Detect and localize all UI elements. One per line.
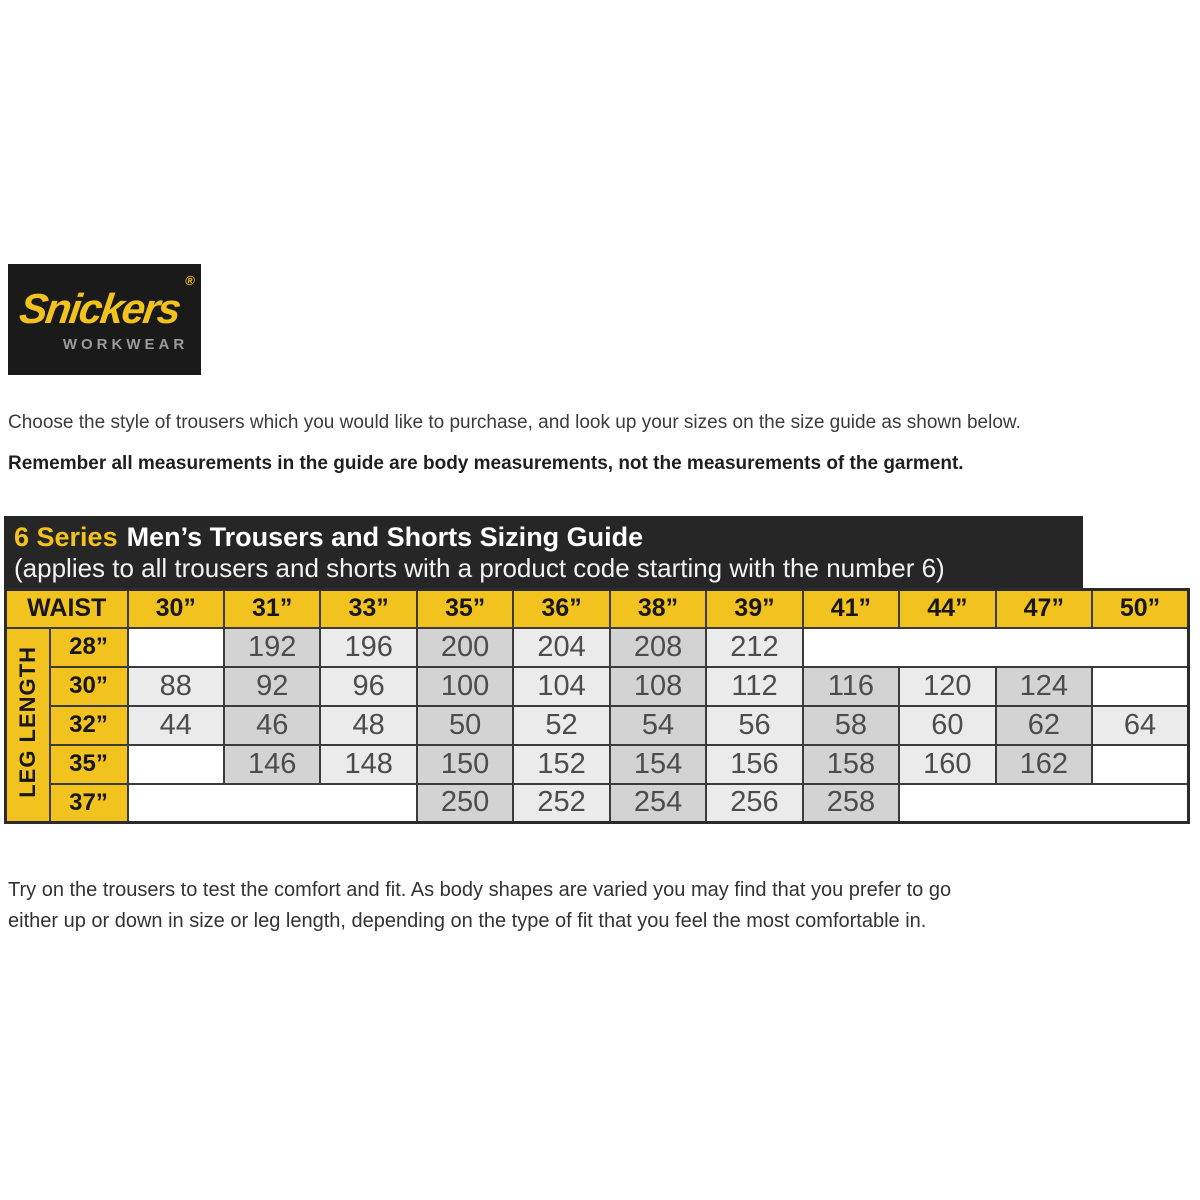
intro-line-2: Remember all measurements in the guide are body measurements, not the measurements of the garment. [8,453,964,474]
banner-series-label: 6 Series [14,522,118,552]
waist-corner-label: WAIST [6,590,128,628]
leg-length-label: 32” [50,706,128,745]
size-value-cell: 250 [417,784,513,823]
size-value-cell: 152 [513,745,609,784]
size-value-cell: 56 [706,706,802,745]
size-value-cell: 162 [996,745,1092,784]
empty-cell [128,745,224,784]
waist-size-header: 38” [610,590,706,628]
size-value-cell: 96 [320,667,416,706]
size-value-cell: 154 [610,745,706,784]
banner-subtitle: (applies to all trousers and shorts with a product code starting with the number 6) [14,553,945,583]
waist-size-header: 31” [224,590,320,628]
size-value-cell: 200 [417,628,513,667]
size-value-cell: 100 [417,667,513,706]
size-value-cell: 204 [513,628,609,667]
size-value-cell: 146 [224,745,320,784]
size-value-cell: 58 [803,706,899,745]
empty-cell [128,784,417,823]
size-value-cell: 54 [610,706,706,745]
empty-cell [1092,745,1188,784]
waist-size-header: 50” [1092,590,1188,628]
size-value-cell: 116 [803,667,899,706]
size-value-cell: 120 [899,667,995,706]
sizing-table-body [6,590,1189,823]
leg-length-axis-text: LEG LENGTH [14,646,40,799]
empty-cell [1092,667,1188,706]
size-value-cell: 252 [513,784,609,823]
size-value-cell: 156 [706,745,802,784]
waist-size-header: 33” [320,590,416,628]
leg-length-label: 28” [50,628,128,667]
size-row [6,745,1189,784]
leg-length-axis-label [6,628,50,823]
empty-cell [803,628,1189,667]
size-value-cell: 124 [996,667,1092,706]
intro-line-1: Choose the style of trousers which you would like to purchase, and look up your sizes on the size guide as shown below. [8,412,1021,433]
size-row [6,784,1189,823]
size-value-cell: 62 [996,706,1092,745]
size-value-cell: 104 [513,667,609,706]
size-value-cell: 196 [320,628,416,667]
waist-size-header: 30” [128,590,224,628]
logo-brand-text [16,272,196,332]
logo-workwear-text: WORKWEAR [62,335,189,353]
footer-line-1: Try on the trousers to test the comfort and fit. As body shapes are varied you may find that you prefer to go [8,879,952,901]
size-value-cell: 212 [706,628,802,667]
leg-length-label: 37” [50,784,128,823]
size-value-cell: 256 [706,784,802,823]
size-value-cell: 254 [610,784,706,823]
size-value-cell: 88 [128,667,224,706]
waist-size-header: 44” [899,590,995,628]
footer-text [8,875,1200,937]
leg-length-label: 30” [50,667,128,706]
sizing-table [4,588,1190,824]
size-value-cell: 52 [513,706,609,745]
size-value-cell: 48 [320,706,416,745]
size-value-cell: 158 [803,745,899,784]
leg-length-label: 35” [50,745,128,784]
registered-trademark-icon: ® [184,272,196,288]
size-row [6,628,1189,667]
waist-size-header: 47” [996,590,1092,628]
size-value-cell: 50 [417,706,513,745]
footer-line-2: either up or down in size or leg length, depending on the type of fit that you feel the most comfortable in. [8,910,927,932]
size-row [6,706,1189,745]
waist-size-header: 39” [706,590,802,628]
size-value-cell: 44 [128,706,224,745]
snickers-logo [8,264,201,375]
size-value-cell: 46 [224,706,320,745]
size-value-cell: 192 [224,628,320,667]
size-value-cell: 112 [706,667,802,706]
empty-cell [899,784,1188,823]
size-value-cell: 160 [899,745,995,784]
size-row [6,667,1189,706]
waist-size-header: 35” [417,590,513,628]
size-value-cell: 208 [610,628,706,667]
size-value-cell: 64 [1092,706,1188,745]
waist-header-row [6,590,1189,628]
size-value-cell: 60 [899,706,995,745]
banner-title-line [14,521,1083,553]
size-value-cell: 148 [320,745,416,784]
logo-brand-word: Snickers [16,284,183,332]
size-value-cell: 92 [224,667,320,706]
empty-cell [128,628,224,667]
size-value-cell: 258 [803,784,899,823]
banner-title-text: Men’s Trousers and Shorts Sizing Guide [126,522,644,552]
waist-size-header: 36” [513,590,609,628]
intro-text [8,411,1200,476]
size-value-cell: 108 [610,667,706,706]
size-value-cell: 150 [417,745,513,784]
waist-size-header: 41” [803,590,899,628]
sizing-guide-banner [4,516,1083,588]
